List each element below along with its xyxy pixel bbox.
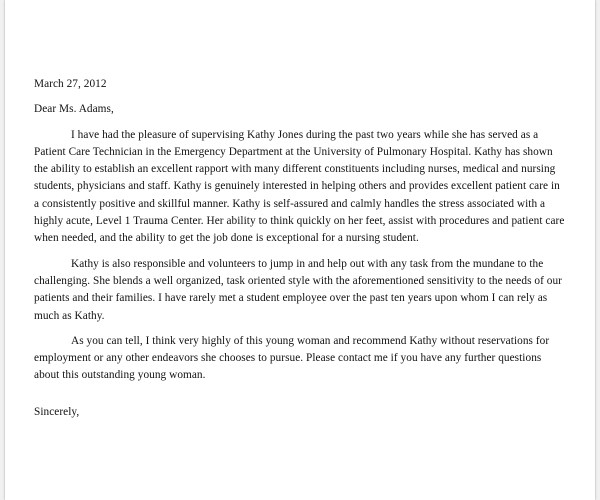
letter-paragraph-1: I have had the pleasure of supervising Kathy Jones during the past two years while she has served as a Patient Care Technician in the Emergency Department at the University of Pulmonary Hospital. Kathy has shown the ability to establish an excellent rapport with many different constituents including nurses, medical and nursing students, physicians and staff. Kathy is genuinely interested in helping others and provides excellent patient care in a consistently positive and skillful manner. Kathy is self-assured and calmly handles the stress associated with a highly acute, Level 1 Trauma Center. Her ability to think quickly on her feet, assist with procedures and patient care when needed, and the ability to get the job done is exceptional for a nursing student. xyxy=(34,128,565,245)
letter-date: March 27, 2012 xyxy=(34,78,107,90)
letter-body xyxy=(34,76,566,421)
letter-closing: Sincerely, xyxy=(34,405,80,418)
letter-paragraph-3: As you can tell, I think very highly of this young woman and recommend Kathy without reservations for employment or any other endeavors she chooses to pursue. Please contact me if you have any further questions about this outstanding young woman. xyxy=(34,334,550,382)
letter-paragraph-2: Kathy is also responsible and volunteers to jump in and help out with any task from the mundane to the challenging. She blends a well organized, task oriented style with the aforementioned sensitivity to the needs of our patients and their families. I have rarely met a student employee over the past ten years upon whom I can rely as much as Kathy. xyxy=(34,257,562,322)
document-page xyxy=(5,0,595,500)
letter-salutation: Dear Ms. Adams, xyxy=(34,103,114,116)
